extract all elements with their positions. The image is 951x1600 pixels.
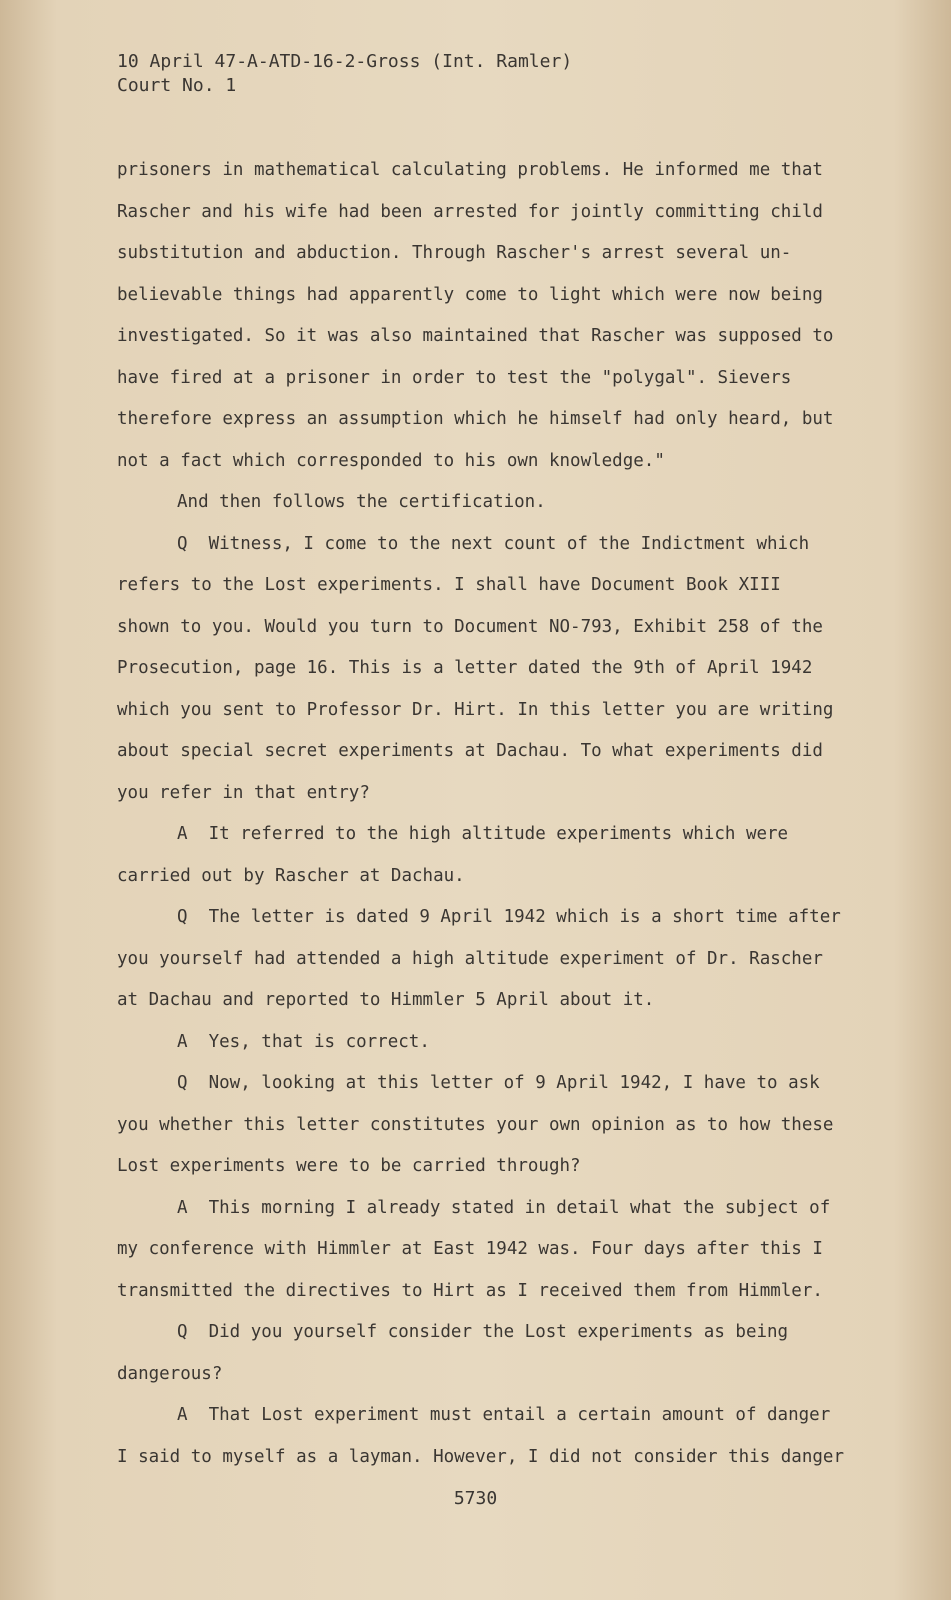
header-line-court: Court No. 1 <box>117 75 237 96</box>
text-line: Prosecution, page 16. This is a letter dated the 9th of April 1942 <box>117 658 813 678</box>
text-line: you refer in that entry? <box>117 782 370 803</box>
question-line: Q The letter is dated 9 April 1942 which is a short time after <box>177 907 841 927</box>
answer-line: A Yes, that is correct. <box>177 1031 430 1052</box>
text-line: Rascher and his wife had been arrested for jointly committing child <box>117 201 823 222</box>
text-line: have fired at a prisoner in order to test the "polygal". Sievers <box>117 367 792 388</box>
question-line: Q Did you yourself consider the Lost experiments as being <box>177 1322 789 1342</box>
text-line: at Dachau and reported to Himmler 5 April about it. <box>117 990 655 1010</box>
answer-line: A This morning I already stated in detail what the subject of <box>177 1197 831 1218</box>
question-line: Q Now, looking at this letter of 9 April 1942, I have to ask <box>177 1073 820 1093</box>
text-line: refers to the Lost experiments. I shall have Document Book XIII <box>117 575 781 595</box>
answer-line: A It referred to the high altitude experiments which were <box>177 824 789 844</box>
text-line: therefore express an assumption which he himself had only heard, but <box>117 409 834 429</box>
text-line: I said to myself as a layman. However, I did not consider this danger <box>117 1446 844 1467</box>
header-line-date-case: 10 April 47-A-ATD-16-2-Gross (Int. Ramler) <box>117 51 573 72</box>
transcript-body <box>117 150 844 1478</box>
text-line: transmitted the directives to Hirt as I received them from Himmler. <box>117 1280 823 1301</box>
text-line: my conference with Himmler at East 1942 was. Four days after this I <box>117 1239 823 1259</box>
text-line: Lost experiments were to be carried through? <box>117 1156 581 1176</box>
text-line: you whether this letter constitutes your own opinion as to how these <box>117 1114 834 1135</box>
text-line: prisoners in mathematical calculating problems. He informed me that <box>117 160 823 180</box>
page-number: 5730 <box>453 1488 498 1509</box>
text-line: investigated. So it was also maintained that Rascher was supposed to <box>117 326 834 346</box>
text-line: And then follows the certification. <box>177 492 546 512</box>
answer-line: A That Lost experiment must entail a certain amount of danger <box>177 1405 831 1425</box>
text-line: carried out by Rascher at Dachau. <box>117 865 465 886</box>
question-line: Q Witness, I come to the next count of the Indictment which <box>177 533 810 554</box>
text-line: which you sent to Professor Dr. Hirt. In this letter you are writing <box>117 699 834 720</box>
text-line: not a fact which corresponded to his own knowledge." <box>117 450 665 471</box>
document-header <box>117 50 572 98</box>
text-line: dangerous? <box>117 1363 223 1384</box>
text-line: you yourself had attended a high altitude experiment of Dr. Rascher <box>117 948 823 969</box>
text-line: believable things had apparently come to light which were now being <box>117 284 823 305</box>
text-line: substitution and abduction. Through Rascher's arrest several un- <box>117 243 792 263</box>
text-line: shown to you. Would you turn to Document NO-793, Exhibit 258 of the <box>117 616 823 637</box>
text-line: about special secret experiments at Dachau. To what experiments did <box>117 741 823 761</box>
